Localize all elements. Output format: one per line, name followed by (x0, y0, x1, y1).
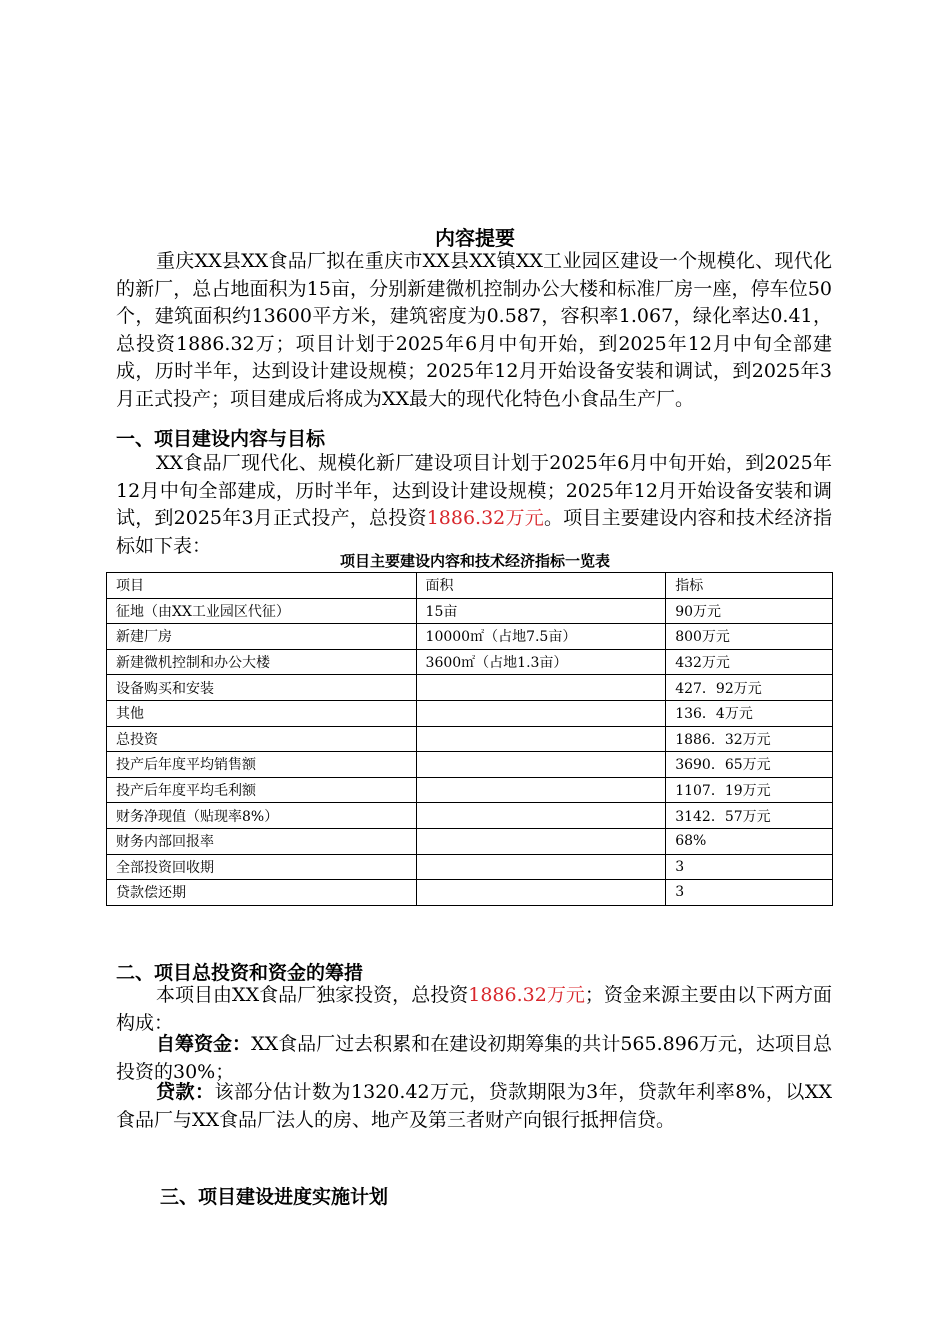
area-cell (416, 700, 666, 726)
table-row (107, 777, 833, 803)
section3-heading: 三、项目建设进度实施计划 (160, 1186, 389, 1208)
table-row (107, 624, 833, 650)
indicator-cell: 1107．19万元 (666, 777, 833, 803)
section2-heading: 二、项目总投资和资金的筹措 (116, 962, 364, 984)
item-cell: 投产后年度平均毛利额 (107, 777, 417, 803)
section1-text-before: XX食品厂现代化、规模化新厂建设项目计划于2025年6月中旬开始，到2025年12月中旬全部建成，历时半年，达到设计建设规模；2025年12月开始设备安装和调试，到2025年3月正式投产，总投资 (116, 452, 832, 529)
indicator-cell: 432万元 (666, 649, 833, 675)
table-row (107, 854, 833, 880)
item-cell: 贷款偿还期 (107, 880, 417, 906)
area-cell: 15亩 (416, 598, 666, 624)
section2-intro-after: ；资金来源主要由以下两方面构成： (116, 984, 832, 1034)
summary-paragraph: 重庆XX县XX食品厂拟在重庆市XX县XX镇XX工业园区建设一个规模化、现代化的新厂，总占地面积为15亩，分别新建微机控制办公大楼和标准厂房一座，停车位50个，建筑面积约13600平方米，建筑密度为0.587，容积率1.067，绿化率达0.41，总投资1886.32万；项目计划于2025年6月中旬开始，到2025年12月中旬全部建成，历时半年，达到设计建设规模；2025年12月开始设备安装和调试，到2025年3月正式投产；项目建成后将成为XX最大的现代化特色小食品生产厂。 (116, 250, 832, 410)
area-cell (416, 752, 666, 778)
table-row (107, 880, 833, 906)
table-header-row (107, 573, 833, 599)
table-title: 项目主要建设内容和技术经济指标一览表 (339, 552, 610, 570)
table-row (107, 752, 833, 778)
table-row (107, 828, 833, 854)
section1-text-after: 。项目主要建设内容和技术经济指标如下表： (116, 507, 832, 557)
item-cell: 新建厂房 (107, 624, 417, 650)
self-funding-label: 自筹资金： (156, 1033, 252, 1055)
indicator-cell: 3 (666, 854, 833, 880)
item-cell: 全部投资回收期 (107, 854, 417, 880)
table-row (107, 649, 833, 675)
area-cell (416, 803, 666, 829)
section1-investment-highlight: 1886.32万元 (426, 507, 544, 529)
area-cell (416, 880, 666, 906)
table-row (107, 700, 833, 726)
indicator-cell: 1886．32万元 (666, 726, 833, 752)
item-cell: 新建微机控制和办公大楼 (107, 649, 417, 675)
item-cell: 投产后年度平均销售额 (107, 752, 417, 778)
indicator-cell: 90万元 (666, 598, 833, 624)
self-funding-text: XX食品厂过去积累和在建设初期筹集的共计565.896万元，达项目总投资的30%； (116, 1033, 832, 1083)
item-cell: 征地（由XX工业园区代征） (107, 598, 417, 624)
section2-investment-highlight: 1886.32万元 (468, 984, 585, 1006)
indicator-cell: 3 (666, 880, 833, 906)
loan-label: 贷款： (156, 1081, 215, 1103)
table-row (107, 598, 833, 624)
indicator-cell: 68% (666, 828, 833, 854)
loan-paragraph (116, 1079, 832, 1134)
table-row (107, 803, 833, 829)
indicator-cell: 427．92万元 (666, 675, 833, 701)
header-cell: 面积 (416, 573, 666, 599)
self-funding-paragraph (116, 1031, 832, 1086)
item-cell: 设备购买和安装 (107, 675, 417, 701)
item-cell: 其他 (107, 700, 417, 726)
header-cell: 项目 (107, 573, 417, 599)
header-cell: 指标 (666, 573, 833, 599)
section1-heading: 一、项目建设内容与目标 (116, 428, 326, 450)
indicator-cell: 136．4万元 (666, 700, 833, 726)
item-cell: 财务净现值（贴现率8%） (107, 803, 417, 829)
table-row (107, 726, 833, 752)
section2-intro-before: 本项目由XX食品厂独家投资，总投资 (156, 984, 469, 1006)
area-cell (416, 675, 666, 701)
indicator-cell: 800万元 (666, 624, 833, 650)
area-cell: 3600㎡（占地1.3亩） (416, 649, 666, 675)
area-cell: 10000㎡（占地7.5亩） (416, 624, 666, 650)
indicator-table (106, 572, 833, 906)
table-row (107, 675, 833, 701)
loan-text: 该部分估计数为1320.42万元，贷款期限为3年，贷款年利率8%，以XX食品厂与XX食品厂法人的房、地产及第三者财产向银行抵押信贷。 (116, 1081, 832, 1131)
summary-title: 内容提要 (435, 226, 515, 250)
indicator-cell: 3690．65万元 (666, 752, 833, 778)
section1-paragraph (116, 450, 832, 560)
area-cell (416, 828, 666, 854)
section2-intro (116, 982, 832, 1037)
indicator-cell: 3142．57万元 (666, 803, 833, 829)
area-cell (416, 777, 666, 803)
area-cell (416, 726, 666, 752)
item-cell: 总投资 (107, 726, 417, 752)
area-cell (416, 854, 666, 880)
item-cell: 财务内部回报率 (107, 828, 417, 854)
